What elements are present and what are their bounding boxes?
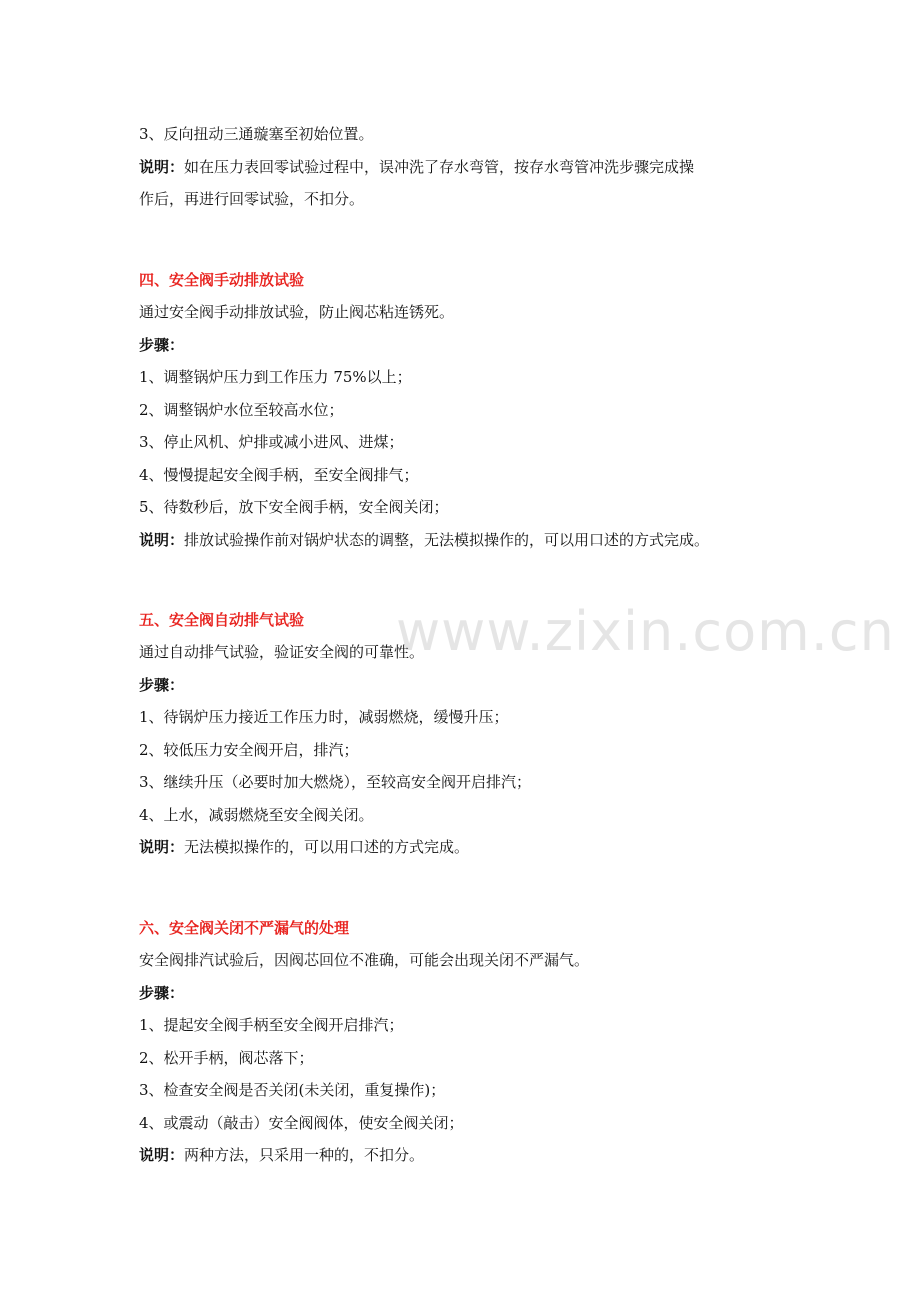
note-text: 排放试验操作前对锅炉状态的调整，无法模拟操作的，可以用口述的方式完成。 [184, 531, 710, 549]
section-5-step: 4、上水，减弱燃烧至安全阀关闭。 [139, 806, 374, 824]
section-5-steps-label: 步骤： [139, 676, 185, 694]
intro-step-3: 3、反向扭动三通璇塞至初始位置。 [139, 125, 374, 143]
note-label: 说明： [139, 158, 185, 176]
note-label: 说明： [139, 1146, 185, 1164]
section-6-step: 2、松开手柄，阀芯落下； [139, 1049, 314, 1067]
section-6-title: 六、安全阀关闭不严漏气的处理 [139, 919, 350, 937]
section-4-step: 1、调整锅炉压力到工作压力 75%以上； [139, 368, 412, 386]
section-5-title: 五、安全阀自动排气试验 [139, 611, 305, 629]
section-5-description: 通过自动排气试验，验证安全阀的可靠性。 [139, 643, 425, 661]
section-5-step: 3、继续升压（必要时加大燃烧），至较高安全阀开启排汽； [139, 773, 532, 791]
section-4-step: 4、慢慢提起安全阀手柄，至安全阀排气； [139, 466, 419, 484]
section-6-steps-label: 步骤： [139, 984, 185, 1002]
section-6-step: 1、提起安全阀手柄至安全阀开启排汽； [139, 1016, 404, 1034]
section-6-note [139, 1145, 799, 1165]
watermark: www.zixin.com.cn [396, 600, 895, 663]
section-5-step: 2、较低压力安全阀开启，排汽； [139, 741, 359, 759]
note-text: 无法模拟操作的，可以用口述的方式完成。 [184, 838, 470, 856]
note-text: 两种方法，只采用一种的，不扣分。 [184, 1146, 425, 1164]
section-4-note [139, 530, 799, 550]
note-text: 如在压力表回零试验过程中，误冲洗了存水弯管，按存水弯管冲洗步骤完成操 [184, 158, 695, 176]
section-5-step: 1、待锅炉压力接近工作压力时，减弱燃烧，缓慢升压； [139, 708, 509, 726]
section-6-step: 3、检查安全阀是否关闭(未关闭，重复操作)； [139, 1081, 446, 1099]
section-4-steps-label: 步骤： [139, 336, 185, 354]
section-4-step: 2、调整锅炉水位至较高水位； [139, 401, 344, 419]
note-label: 说明： [139, 838, 185, 856]
intro-note-line-1 [139, 157, 799, 177]
section-6-description: 安全阀排汽试验后，因阀芯回位不准确，可能会出现关闭不严漏气。 [139, 951, 590, 969]
section-4-step: 5、待数秒后，放下安全阀手柄，安全阀关闭； [139, 498, 449, 516]
section-6-step: 4、或震动（敲击）安全阀阀体，使安全阀关闭； [139, 1114, 464, 1132]
intro-note-line-2: 作后，再进行回零试验，不扣分。 [139, 190, 365, 208]
section-4-step: 3、停止风机、炉排或减小进风、进煤； [139, 433, 404, 451]
section-5-note [139, 837, 799, 857]
section-4-title: 四、安全阀手动排放试验 [139, 271, 305, 289]
note-label: 说明： [139, 531, 185, 549]
section-4-description: 通过安全阀手动排放试验，防止阀芯粘连锈死。 [139, 303, 455, 321]
